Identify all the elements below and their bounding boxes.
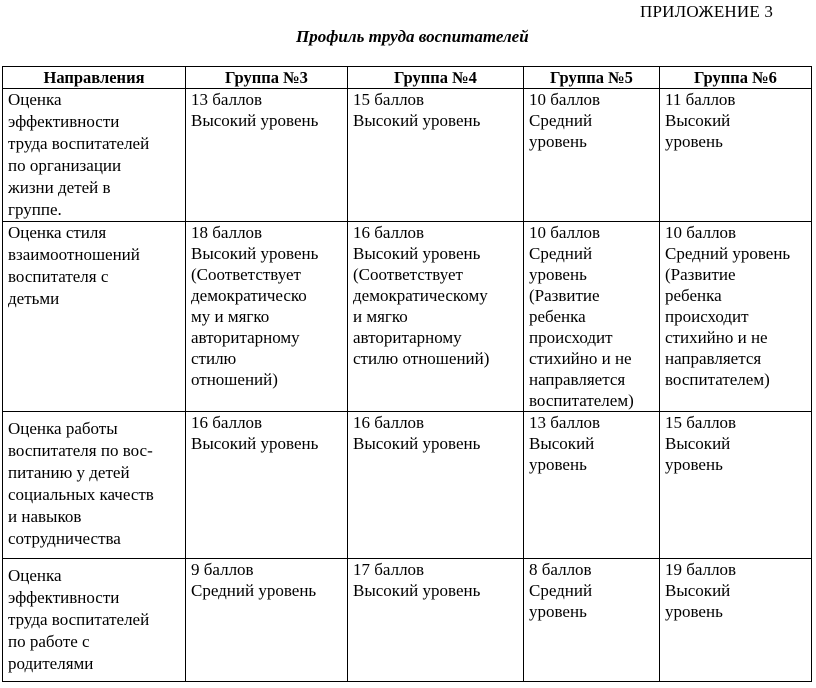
- score-cell-group-6: 11 баллов Высокий уровень: [660, 89, 812, 222]
- score-cell-group-4: 16 баллов Высокий уровень (Соответствует демократическому и мягко авторитарному стилю отношений): [348, 222, 524, 412]
- column-header-group-6: Группа №6: [660, 67, 812, 89]
- score-cell-group-3: 13 баллов Высокий уровень: [186, 89, 348, 222]
- direction-cell: Оценка работы воспитателя по вос- питанию у детей социальных качеств и навыков сотрудничества: [3, 412, 186, 559]
- score-cell-group-6: 10 баллов Средний уровень (Развитие ребенка происходит стихийно и не направляется воспитателем): [660, 222, 812, 412]
- direction-cell: Оценка эффективности труда воспитателей по организации жизни детей в группе.: [3, 89, 186, 222]
- score-cell-group-5: 8 баллов Средний уровень: [524, 559, 660, 682]
- column-header-group-4: Группа №4: [348, 67, 524, 89]
- score-cell-group-6: 19 баллов Высокий уровень: [660, 559, 812, 682]
- score-cell-group-4: 17 баллов Высокий уровень: [348, 559, 524, 682]
- score-cell-group-3: 18 баллов Высокий уровень (Соответствует демократическо му и мягко авторитарному стилю отношений): [186, 222, 348, 412]
- score-cell-group-5: 10 баллов Средний уровень (Развитие ребенка происходит стихийно и не направляется воспитателем): [524, 222, 660, 412]
- column-header-group-3: Группа №3: [186, 67, 348, 89]
- document-title: Профиль труда воспитателей: [296, 27, 529, 46]
- score-cell-group-4: 16 баллов Высокий уровень: [348, 412, 524, 559]
- direction-cell: Оценка стиля взаимоотношений воспитателя с детьми: [3, 222, 186, 412]
- score-cell-group-5: 10 баллов Средний уровень: [524, 89, 660, 222]
- table-row: [3, 412, 812, 559]
- column-header-directions: Направления: [3, 67, 186, 89]
- score-cell-group-3: 16 баллов Высокий уровень: [186, 412, 348, 559]
- table-header-row: [3, 67, 812, 89]
- profile-table: [2, 66, 812, 682]
- appendix-label: ПРИЛОЖЕНИЕ 3: [640, 2, 774, 21]
- table-row: [3, 222, 812, 412]
- score-cell-group-3: 9 баллов Средний уровень: [186, 559, 348, 682]
- table-row: [3, 559, 812, 682]
- table-row: [3, 89, 812, 222]
- score-cell-group-5: 13 баллов Высокий уровень: [524, 412, 660, 559]
- score-cell-group-4: 15 баллов Высокий уровень: [348, 89, 524, 222]
- direction-cell: Оценка эффективности труда воспитателей по работе с родителями: [3, 559, 186, 682]
- column-header-group-5: Группа №5: [524, 67, 660, 89]
- score-cell-group-6: 15 баллов Высокий уровень: [660, 412, 812, 559]
